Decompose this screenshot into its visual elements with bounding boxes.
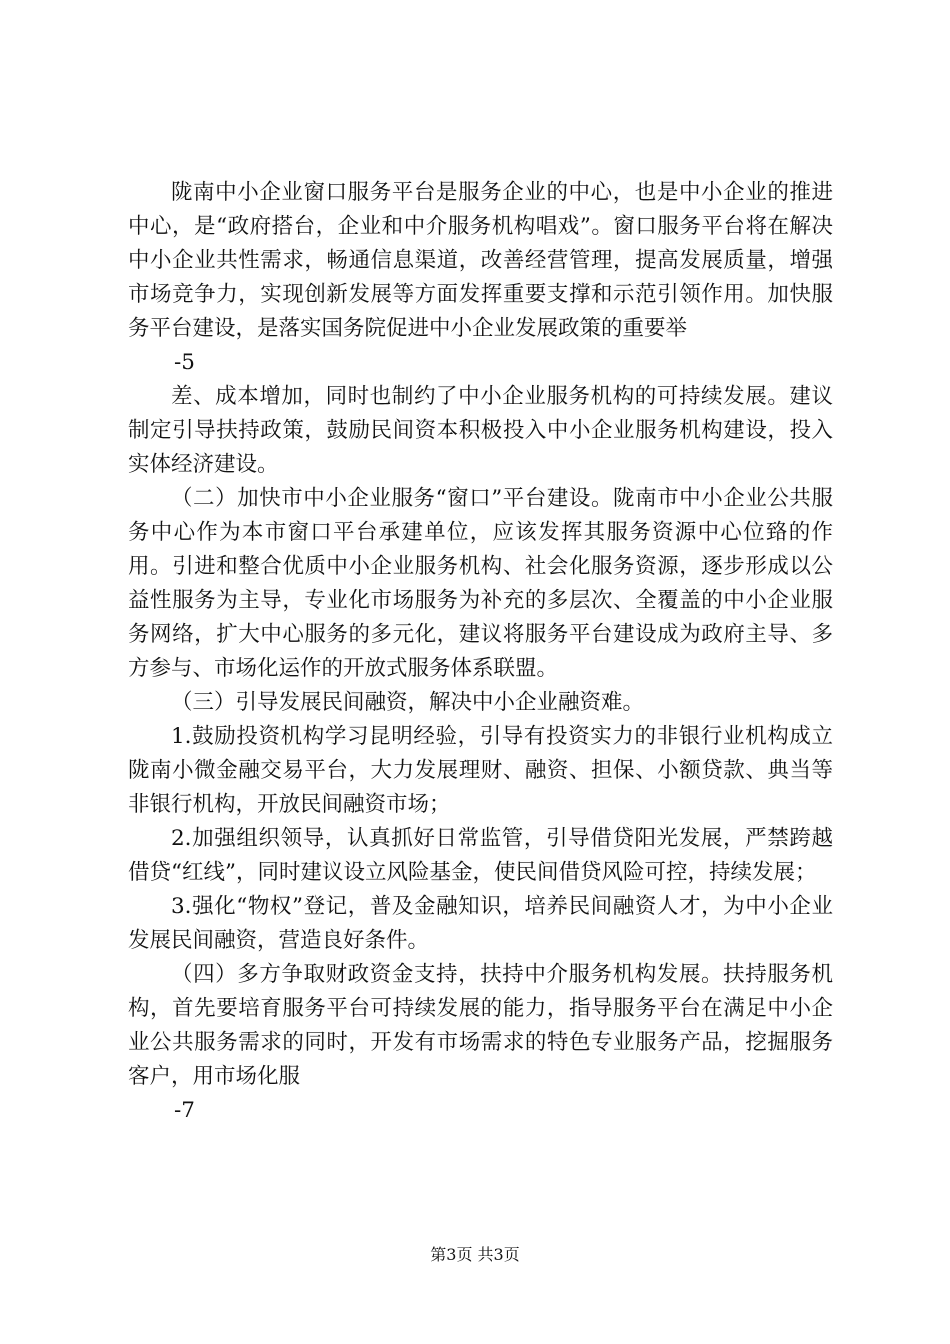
page-marker: -5 (174, 350, 195, 375)
paragraph-platform-intro: 陇南中小企业窗口服务平台是服务企业的中心，也是中小企业的推进中心，是“政府搭台，企业和中介服务机构唱戏”。窗口服务平台将在解决中小企业共性需求，畅通信息渠道，改善经营管理，提高发展质量，增强市场竞争力，实现创新发展等方面发挥重要支撑和示范引领作用。加快服务平台建设，是落实国务院促进中小企业发展政策的重要举 (128, 180, 833, 341)
paragraph-section-four: （四）多方争取财政资金支持，扶持中介服务机构发展。扶持服务机构，首先要培育服务平台可持续发展的能力，指导服务平台在满足中小企业公共服务需求的同时，开发有市场需求的特色专业服务产品，挖掘服务客户，用市场化服 (128, 962, 833, 1089)
page-marker: -7 (174, 1098, 195, 1123)
paragraph-item-one: 1.鼓励投资机构学习昆明经验，引导有投资实力的非银行业机构成立陇南小微金融交易平台，大力发展理财、融资、担保、小额贷款、典当等非银行机构，开放民间融资市场； (128, 724, 833, 817)
paragraph-section-three-heading: （三）引导发展民间融资，解决中小企业融资难。 (171, 690, 645, 715)
paragraph-item-three: 3.强化“物权”登记，普及金融知识，培养民间融资人才，为中小企业发展民间融资，营造良好条件。 (128, 894, 833, 953)
document-body (128, 176, 833, 1128)
page-footer: 第3页 共3页 (430, 1245, 520, 1264)
paragraph-item-two: 2.加强组织领导，认真抓好日常监管，引导借贷阳光发展，严禁跨越借贷“红线”，同时建议设立风险基金，使民间借贷风险可控，持续发展； (128, 826, 833, 885)
paragraph-policy-support: 差、成本增加，同时也制约了中小企业服务机构的可持续发展。建议制定引导扶持政策，鼓励民间资本积极投入中小企业服务机构建设，投入实体经济建设。 (128, 384, 833, 477)
paragraph-section-two: （二）加快市中小企业服务“窗口”平台建设。陇南市中小企业公共服务中心作为本市窗口平台承建单位，应该发挥其服务资源中心位臵的作用。引进和整合优质中小企业服务机构、社会化服务资源，逐步形成以公益性服务为主导，专业化市场服务为补充的多层次、全覆盖的中小企业服务网络，扩大中心服务的多元化，建议将服务平台建设成为政府主导、多方参与、市场化运作的开放式服务体系联盟。 (128, 486, 833, 681)
